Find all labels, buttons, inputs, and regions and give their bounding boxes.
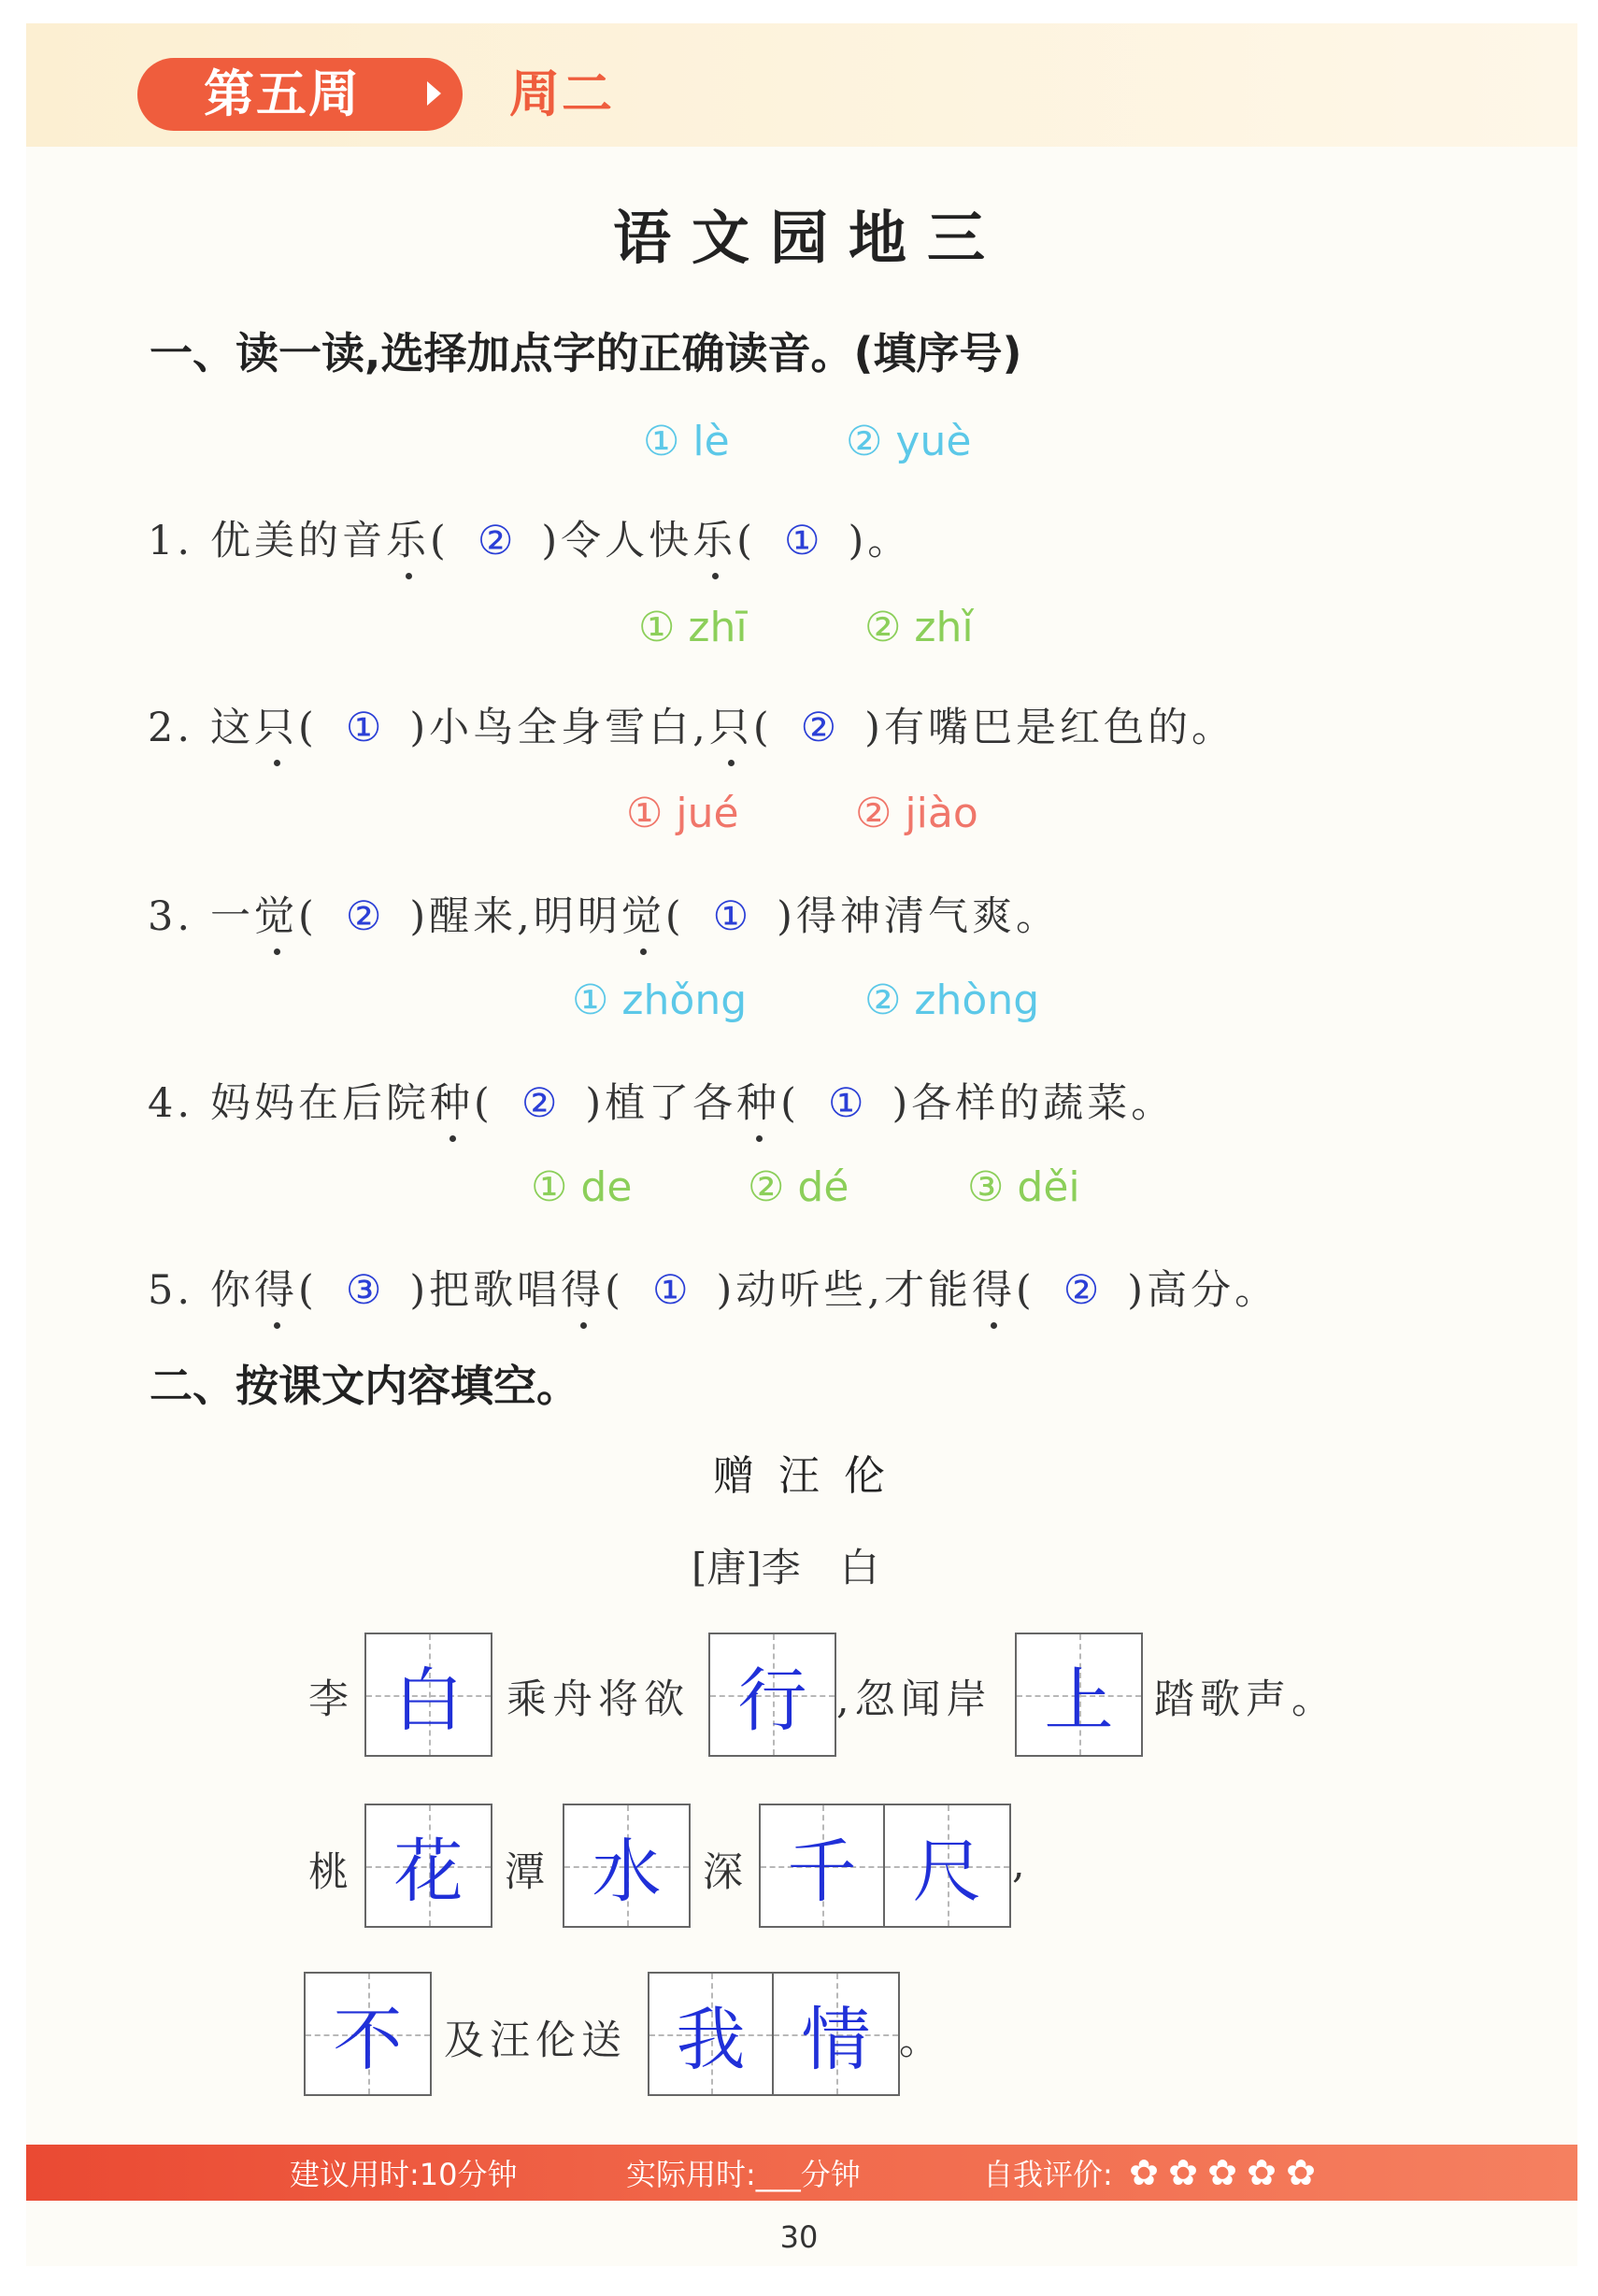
poem-text: 踏歌声。 — [1154, 1676, 1337, 1723]
answer-grid — [1015, 1633, 1143, 1757]
poem-text: , — [1012, 1841, 1031, 1888]
pinyin-options-5 — [0, 1163, 1598, 1219]
answer-grid — [759, 1804, 1011, 1928]
grid-cell: 我 — [649, 1974, 774, 2094]
grid-cell: 花 — [366, 1805, 491, 1926]
answer-grid — [364, 1804, 492, 1928]
poem-author: [唐]李 白 — [692, 1545, 879, 1590]
grid-cell: 不 — [306, 1974, 430, 2094]
grid-cell: 行 — [710, 1634, 835, 1755]
answer: ① — [345, 705, 382, 751]
actual-time: 实际用时:___分钟 — [626, 2157, 861, 2192]
question-3: 3. 一觉( ② )醒来,明明觉( ① )得神清气爽。 — [148, 885, 1060, 942]
pinyin-option: ② jiào — [855, 790, 978, 837]
answer: ① — [783, 518, 820, 564]
answer: ② — [521, 1080, 558, 1127]
answer: ② — [1063, 1267, 1100, 1314]
poem-text: 李 — [308, 1676, 354, 1723]
answer: ② — [477, 518, 514, 564]
grid-cell: 水 — [564, 1805, 689, 1926]
flower-icon[interactable]: ✿ — [1168, 2152, 1198, 2193]
answer-grid — [648, 1972, 900, 2096]
rating-stars — [1126, 2152, 1319, 2193]
question-1: 1. 优美的音乐( ② )令人快乐( ① )。 — [148, 509, 911, 566]
grid-cell: 白 — [366, 1634, 491, 1755]
answer-grid — [304, 1972, 432, 2096]
poem-text: 深 — [703, 1849, 749, 1896]
pinyin-options-4 — [0, 977, 1598, 1033]
pinyin-option: ① zhǒng — [572, 977, 748, 1024]
pinyin-option: ② yuè — [846, 418, 972, 465]
question-5: 5. 你得( ③ )把歌唱得( ① )动听些,才能得( ② )高分。 — [148, 1259, 1278, 1316]
suggested-time: 建议用时:10分钟 — [290, 2157, 518, 2192]
poem-text: ,忽闻岸 — [836, 1676, 992, 1723]
answer: ① — [712, 893, 749, 940]
poem-text: 及汪伦送 — [444, 2018, 627, 2064]
flower-icon[interactable]: ✿ — [1207, 2152, 1237, 2193]
grid-cell: 情 — [774, 1974, 898, 2094]
question-4: 4. 妈妈在后院种( ② )植了各种( ① )各样的蔬菜。 — [148, 1072, 1175, 1129]
poem-text: 乘舟将欲 — [507, 1676, 690, 1723]
pinyin-option: ① jué — [626, 790, 739, 837]
page-number: 30 — [779, 2219, 819, 2255]
pinyin-option: ① zhī — [638, 604, 748, 651]
pinyin-option: ② dé — [748, 1163, 849, 1211]
pinyin-options-1 — [0, 418, 1598, 474]
answer-grid — [563, 1804, 691, 1928]
triangle-right-icon — [427, 81, 441, 106]
answer-grid — [708, 1633, 836, 1757]
grid-cell: 尺 — [885, 1805, 1009, 1926]
answer-grid — [364, 1633, 492, 1757]
pinyin-option: ① lè — [643, 418, 730, 465]
poem-text: 。 — [899, 2018, 945, 2064]
flower-icon[interactable]: ✿ — [1286, 2152, 1316, 2193]
flower-icon[interactable]: ✿ — [1247, 2152, 1277, 2193]
section2-heading: 二、按课文内容填空。 — [150, 1361, 579, 1411]
answer: ① — [651, 1267, 689, 1314]
pinyin-option: ① de — [531, 1163, 633, 1211]
pinyin-option: ② zhòng — [864, 977, 1040, 1024]
grid-cell: 千 — [761, 1805, 885, 1926]
answer: ② — [345, 893, 382, 940]
pinyin-options-2 — [0, 604, 1598, 660]
answer: ② — [800, 705, 837, 751]
poem-text: 桃 — [308, 1849, 354, 1896]
question-2: 2. 这只( ① )小鸟全身雪白,只( ② )有嘴巴是红色的。 — [148, 696, 1235, 753]
answer: ③ — [345, 1267, 382, 1314]
flower-icon[interactable]: ✿ — [1129, 2152, 1159, 2193]
section1-heading: 一、读一读,选择加点字的正确读音。(填序号) — [150, 328, 1022, 378]
grid-cell: 上 — [1017, 1634, 1141, 1755]
day-label: 周二 — [509, 64, 614, 123]
poem-title: 赠汪伦 — [713, 1452, 909, 1500]
week-label: 第五周 — [204, 64, 361, 123]
pinyin-option: ② zhǐ — [864, 604, 974, 651]
pinyin-options-3 — [0, 790, 1598, 846]
self-evaluation-label: 自我评价: — [983, 2157, 1113, 2192]
poem-text: 潭 — [505, 1849, 550, 1896]
answer: ① — [827, 1080, 864, 1127]
page-title: 语文园地三 — [612, 204, 1006, 272]
pinyin-option: ③ děi — [967, 1163, 1080, 1211]
